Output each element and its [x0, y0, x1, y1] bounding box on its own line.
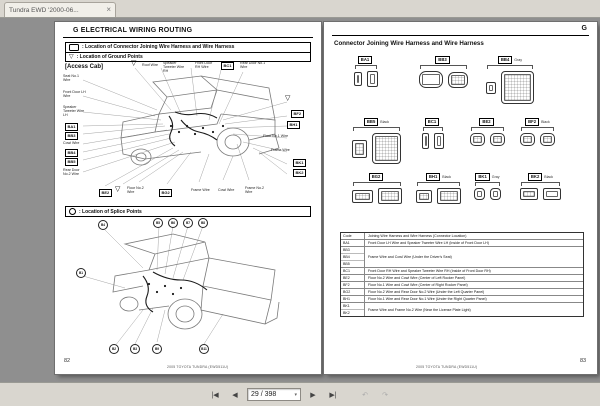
connector-box-bb4: BB4 — [65, 149, 78, 157]
legend-connector-row — [66, 43, 310, 52]
connector-code: BC1 — [425, 118, 439, 126]
splice-points-header — [65, 206, 311, 217]
connector-group-bb3 — [419, 56, 468, 88]
bracket — [471, 127, 504, 131]
table-row — [341, 240, 583, 247]
table-cell-codes — [341, 303, 365, 316]
wire-label-rear-door-1: Rear Door No.1 Wire — [240, 61, 266, 70]
connector-color: Gray — [514, 58, 523, 62]
left-page — [55, 22, 321, 374]
connector-drawing — [378, 188, 402, 204]
connector-drawing — [448, 72, 468, 88]
connector-drawing — [422, 133, 429, 149]
legend-ground-row — [66, 52, 310, 61]
previous-view-button[interactable]: ↶ — [362, 391, 368, 399]
table-row — [341, 268, 583, 275]
connector-group-ba1 — [354, 56, 378, 87]
wire-label-speaker-rh: Speaker Tweeter Wire RH — [163, 61, 185, 74]
bracket — [423, 127, 443, 131]
connector-box-bk2: BK2 — [293, 169, 306, 177]
bracket — [417, 182, 460, 186]
splice-point-badge: B6 — [168, 218, 178, 228]
connector-code: BK1 — [475, 173, 489, 181]
page-title: Connector Joining Wire Harness and Wire Harness — [334, 40, 484, 47]
table-row — [341, 275, 583, 282]
bracket — [353, 127, 400, 131]
splice-point-badge: B11 — [199, 344, 209, 354]
splice-point-badge: B9 — [152, 344, 162, 354]
wire-label-rear-door-2: Rear Door No.2 Wire — [63, 168, 80, 177]
ground-symbol-icon: ▽ — [69, 53, 74, 60]
next-view-button[interactable]: ↷ — [382, 391, 388, 399]
bracket — [521, 127, 554, 131]
splice-point-badge: B8 — [198, 218, 208, 228]
splice-point-badge: B1 — [76, 268, 86, 278]
page-number: 83 — [580, 358, 587, 364]
table-cell-code: BB4 — [341, 254, 364, 261]
splice-header-text: : Location of Splice Points — [79, 208, 142, 215]
connector-code: BE2 — [479, 118, 493, 126]
connector-code: BG2 — [369, 173, 384, 181]
connector-drawing — [434, 133, 444, 149]
connector-group-bb5 — [352, 118, 401, 164]
legend-connector-text: : Location of Connector Joining Wire Harness and Wire Harness — [82, 44, 235, 51]
tab-bar — [0, 0, 600, 18]
splice-point-badge: B4 — [98, 220, 108, 230]
table-cell-desc: Frame Wire and Frame No.2 Wire (Near the License Plate Light) — [368, 307, 471, 312]
table-cell-code: BH1 — [341, 296, 365, 302]
bracket — [521, 182, 560, 186]
table-cell-code: BA1 — [341, 240, 365, 246]
table-cell-desc: Floor No.2 Wire and Cowl Wire (Center of Left Rocker Panel) — [368, 276, 466, 280]
connector-symbol-icon — [69, 44, 79, 51]
connector-group-be2 — [470, 118, 505, 146]
page-footer: 2005 TOYOTA TUNDRA (EWD511U) — [416, 365, 478, 369]
section-letter: G — [581, 25, 587, 32]
connector-color: Black — [442, 175, 452, 179]
connector-color: Black — [380, 120, 390, 124]
connector-drawing — [416, 190, 432, 203]
page-footer: 2005 TOYOTA TUNDRA (EWD511U) — [167, 365, 229, 369]
close-icon[interactable]: × — [106, 5, 111, 14]
connector-code: BH1 — [426, 173, 440, 181]
ground-point-icon: ▽ — [285, 95, 291, 102]
table-cell-code: BB3 — [341, 247, 364, 254]
joining-table — [340, 232, 584, 317]
bracket — [420, 65, 467, 69]
cab-variant-label: [Access Cab] — [65, 64, 104, 70]
connector-group-bh1 — [416, 173, 461, 204]
table-cell-desc: Floor No.1 Wire and Rear Door No.1 Wire (Under the Right Quarter Panel) — [368, 297, 487, 301]
connector-code: BF2 — [525, 118, 539, 126]
table-row — [341, 282, 583, 289]
wire-label-front-door-lh: Front Door LH Wire — [63, 90, 86, 99]
connector-drawing — [501, 71, 534, 104]
header-rule — [332, 35, 589, 36]
wire-label-cowl-bottom: Cowl Wire — [218, 188, 235, 192]
splice-points-truck-diagram — [73, 218, 288, 348]
page-number: 82 — [64, 358, 71, 364]
bracket — [475, 182, 500, 186]
splice-point-badge: B7 — [183, 218, 193, 228]
connector-box-bf2: BF2 — [291, 110, 304, 118]
table-row — [341, 247, 583, 268]
connector-drawing — [470, 133, 485, 146]
right-page — [324, 22, 597, 374]
connector-drawing — [352, 190, 373, 203]
wire-label-frame-right: Frame Wire — [271, 148, 290, 152]
viewer-toolbar — [0, 382, 600, 406]
connector-group-bk1 — [474, 173, 501, 200]
table-cell-codes — [341, 247, 365, 267]
connector-drawing — [543, 188, 561, 200]
table-cell-code: BC1 — [341, 268, 365, 274]
table-row — [341, 289, 583, 296]
wire-label-floor-2: Floor No.2 Wire — [127, 186, 144, 195]
connector-box-bc1: BC1 — [221, 62, 234, 70]
connector-box-bb3: BB3 — [65, 132, 78, 140]
chevron-down-icon[interactable]: ▾ — [294, 391, 297, 398]
ground-point-icon: ▽ — [131, 60, 137, 67]
connector-drawing — [490, 133, 505, 146]
table-cell-desc: Frame Wire and Cowl Wire (Under the Driver's Seat) — [368, 255, 452, 259]
page-title: G ELECTRICAL WIRING ROUTING — [73, 27, 193, 34]
table-header-code: Code — [341, 233, 365, 239]
wire-label-speaker-lh: Speaker Tweeter Wire LH — [63, 105, 85, 118]
table-cell-desc: Floor No.2 Wire and Rear Door No.2 Wire (Under the Left Quarter Panel) — [368, 290, 485, 294]
connector-code: BB4 — [498, 56, 512, 64]
table-cell-code: BE2 — [341, 275, 365, 281]
connector-color: Black — [544, 175, 554, 179]
splice-point-badge: B5 — [153, 218, 163, 228]
connector-group-bc1 — [422, 118, 444, 149]
legend-ground-text: : Location of Ground Points — [76, 53, 143, 60]
wiring-routing-truck-diagram — [83, 68, 287, 186]
connector-box-ba1: BA1 — [65, 123, 78, 131]
table-cell-code: BK2 — [343, 311, 350, 315]
page-number-input[interactable] — [247, 388, 301, 401]
connector-box-bg2: BG2 — [159, 189, 172, 197]
connector-drawing — [367, 71, 378, 87]
connector-drawing — [437, 188, 461, 204]
connector-box-bk1: BK1 — [293, 159, 306, 167]
connector-code: BK2 — [528, 173, 542, 181]
connector-code: BA1 — [358, 56, 372, 64]
connector-drawing — [490, 188, 501, 200]
ground-point-icon: ▽ — [115, 186, 121, 193]
table-cell-code: BB5 — [343, 262, 350, 266]
splice-symbol-icon — [69, 208, 76, 215]
connector-drawing — [352, 140, 367, 158]
table-header-row — [341, 233, 583, 240]
connector-drawing — [419, 71, 443, 88]
connector-group-bk2 — [520, 173, 561, 200]
header-rule — [63, 37, 313, 38]
bracket — [487, 65, 533, 69]
table-row — [341, 303, 583, 316]
connector-color: Black — [541, 120, 550, 124]
connector-box-bh1: BH1 — [287, 121, 300, 129]
first-page-button[interactable]: |◀ — [211, 391, 219, 399]
connector-drawing — [520, 133, 535, 146]
wire-label-cowl-left: Cowl Wire — [63, 141, 80, 145]
connector-group-bb4 — [486, 56, 534, 104]
table-row — [341, 296, 583, 303]
connector-box-be2: BE2 — [99, 189, 112, 197]
splice-point-badge: B2 — [109, 344, 119, 354]
wire-label-roof: Roof Wire — [142, 63, 158, 67]
table-cell-code: BG2 — [341, 289, 365, 295]
connector-drawing — [520, 188, 538, 200]
connector-color: Gray — [491, 175, 500, 179]
connector-drawing — [354, 72, 362, 86]
legend-box — [65, 42, 311, 62]
connector-drawing — [372, 133, 401, 164]
bracket — [353, 182, 401, 186]
document-tab[interactable] — [4, 2, 116, 17]
connector-group-bg2 — [352, 173, 402, 204]
table-cell-desc: Front Door LH Wire and Speaker Tweeter Wire LH (Inside of Front Door LH) — [368, 241, 489, 245]
splice-point-badge: B3 — [130, 344, 140, 354]
table-header-desc: Joining Wire Harness and Wire Harness (Connector Location) — [368, 234, 467, 238]
connector-code: BB3 — [435, 56, 449, 64]
connector-drawing — [474, 188, 485, 200]
next-page-button[interactable]: ▶ — [310, 391, 316, 399]
wire-label-front-door-rh: Front Door RH Wire — [195, 61, 213, 70]
last-page-button[interactable]: ▶| — [329, 391, 337, 399]
connector-box-bb5: BB5 — [65, 158, 78, 166]
table-cell-desc: Front Door RH Wire and Speaker Tweeter Wire RH (Inside of Front Door RH) — [368, 269, 491, 273]
page-number-value: 29 / 398 — [251, 391, 277, 398]
table-cell-desc: Floor No.1 Wire and Cowl Wire (Center of Right Rocker Panel) — [368, 283, 468, 287]
wire-label-floor-1: Floor No.1 Wire — [263, 134, 289, 138]
wire-label-seat-1: Seat No.1 Wire — [63, 74, 79, 83]
bracket — [355, 65, 377, 69]
previous-page-button[interactable]: ◀ — [232, 391, 238, 399]
document-tab-title: Tundra EWD '2000-06... — [9, 6, 79, 14]
connector-group-bf2 — [520, 118, 555, 146]
connector-code: BB5 — [364, 118, 378, 126]
connector-drawing — [540, 133, 555, 146]
table-cell-code: BK1 — [341, 303, 364, 310]
connector-drawing — [486, 82, 496, 94]
table-cell-code: BF2 — [341, 282, 365, 288]
wire-label-frame-2: Frame No.2 Wire — [245, 186, 264, 195]
wire-label-frame-bottom: Frame Wire — [191, 188, 210, 192]
